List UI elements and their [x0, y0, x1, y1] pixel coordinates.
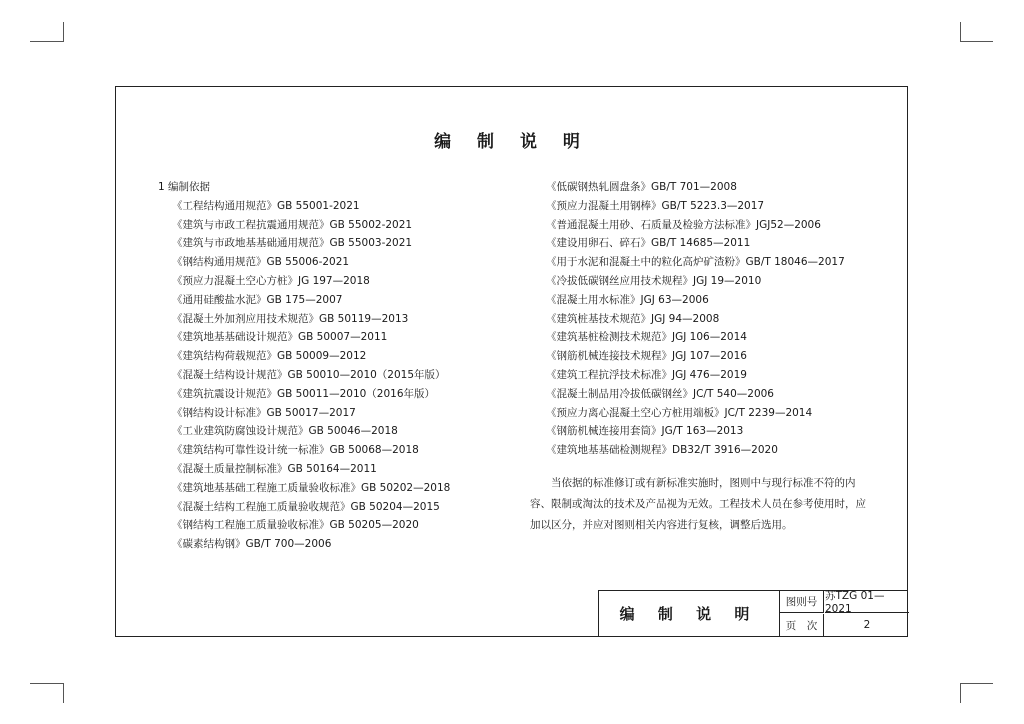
standard-item: 《碳素结构钢》GB/T 700—2006 — [172, 538, 332, 551]
title-block — [598, 590, 908, 637]
standard-item: 《混凝土结构设计规范》GB 50010—2010（2015年版） — [172, 368, 446, 381]
standards-list-right — [546, 178, 886, 460]
title-block-name: 编 制 说 明 — [599, 591, 780, 636]
standard-item: 《钢结构工程施工质量验收标准》GB 50205—2020 — [172, 519, 419, 532]
standard-item: 《冷拔低碳钢丝应用技术规程》JGJ 19—2010 — [546, 274, 762, 287]
standard-item: 《钢结构通用规范》GB 55006-2021 — [172, 256, 350, 269]
standard-item: 《混凝土结构工程施工质量验收规范》GB 50204—2015 — [172, 500, 440, 513]
crop-mark-top-left-h — [30, 41, 63, 42]
standard-item: 《混凝土质量控制标准》GB 50164—2011 — [172, 462, 377, 475]
standard-item: 《预应力离心混凝土空心方桩用端板》JC/T 2239—2014 — [546, 406, 813, 419]
section-heading: 1 编制依据 — [158, 181, 211, 193]
standard-item: 《建筑基桩检测技术规范》JGJ 106—2014 — [546, 331, 747, 344]
standard-item: 《建筑与市政地基基础通用规范》GB 55003-2021 — [172, 237, 413, 250]
standard-item: 《工程结构通用规范》GB 55001-2021 — [172, 199, 360, 212]
crop-mark-top-right-h — [960, 41, 993, 42]
crop-mark-bottom-left-h — [30, 683, 63, 684]
standard-item: 《建筑抗震设计规范》GB 50011—2010（2016年版） — [172, 387, 436, 400]
standard-item: 《混凝土外加剂应用技术规范》GB 50119—2013 — [172, 312, 409, 325]
standard-item: 《建设用卵石、碎石》GB/T 14685—2011 — [546, 237, 751, 250]
standard-item: 《建筑地基基础设计规范》GB 50007—2011 — [172, 331, 388, 344]
revision-note: 当依据的标准修订或有新标准实施时，图则中与现行标准不符的内容、限制或淘汰的技术及产品视为无效。工程技术人员在参考使用时，应加以区分，并应对图则相关内容进行复核，调整后选用。 — [530, 477, 866, 531]
standard-item: 《混凝土制品用冷拔低碳钢丝》JC/T 540—2006 — [546, 387, 774, 400]
standard-item: 《建筑工程抗浮技术标准》JGJ 476—2019 — [546, 368, 747, 381]
crop-mark-top-left-v — [63, 22, 64, 42]
page-number-label: 页 次 — [780, 614, 824, 636]
standard-item: 《建筑地基基础检测规程》DB32/T 3916—2020 — [546, 444, 778, 457]
standard-item: 《预应力混凝土用钢棒》GB/T 5223.3—2017 — [546, 199, 765, 212]
crop-mark-bottom-left-v — [63, 683, 64, 703]
standard-item: 《建筑地基基础工程施工质量验收标准》GB 50202—2018 — [172, 481, 451, 494]
standard-item: 《建筑桩基技术规范》JGJ 94—2008 — [546, 312, 720, 325]
page-title: 编 制 说 明 — [434, 132, 590, 152]
standard-item: 《钢结构设计标准》GB 50017—2017 — [172, 406, 356, 419]
standard-item: 《普通混凝土用砂、石质量及检验方法标准》JGJ52—2006 — [546, 218, 821, 231]
crop-mark-bottom-right-h — [960, 683, 993, 684]
standard-item: 《工业建筑防腐蚀设计规范》GB 50046—2018 — [172, 425, 398, 438]
crop-mark-top-right-v — [960, 22, 961, 42]
standard-item: 《用于水泥和混凝土中的粒化高炉矿渣粉》GB/T 18046—2017 — [546, 256, 845, 269]
standard-item: 《预应力混凝土空心方桩》JG 197—2018 — [172, 274, 370, 287]
standard-item: 《通用硅酸盐水泥》GB 175—2007 — [172, 293, 343, 306]
standard-item: 《低碳钢热轧圆盘条》GB/T 701—2008 — [546, 181, 737, 193]
atlas-number-label: 图则号 — [780, 591, 824, 613]
standard-item: 《混凝土用水标准》JGJ 63—2006 — [546, 293, 709, 306]
page-number: 2 — [863, 619, 871, 631]
standard-item: 《建筑与市政工程抗震通用规范》GB 55002-2021 — [172, 218, 413, 231]
standard-item: 《建筑结构荷载规范》GB 50009—2012 — [172, 350, 367, 363]
standards-list-left — [158, 178, 528, 554]
standard-item: 《钢筋机械连接用套筒》JG/T 163—2013 — [546, 425, 744, 438]
crop-mark-bottom-right-v — [960, 683, 961, 703]
atlas-number: 苏TZG 01—2021 — [825, 591, 909, 613]
standard-item: 《建筑结构可靠性设计统一标准》GB 50068—2018 — [172, 444, 419, 457]
standard-item: 《钢筋机械连接技术规程》JGJ 107—2016 — [546, 350, 747, 363]
